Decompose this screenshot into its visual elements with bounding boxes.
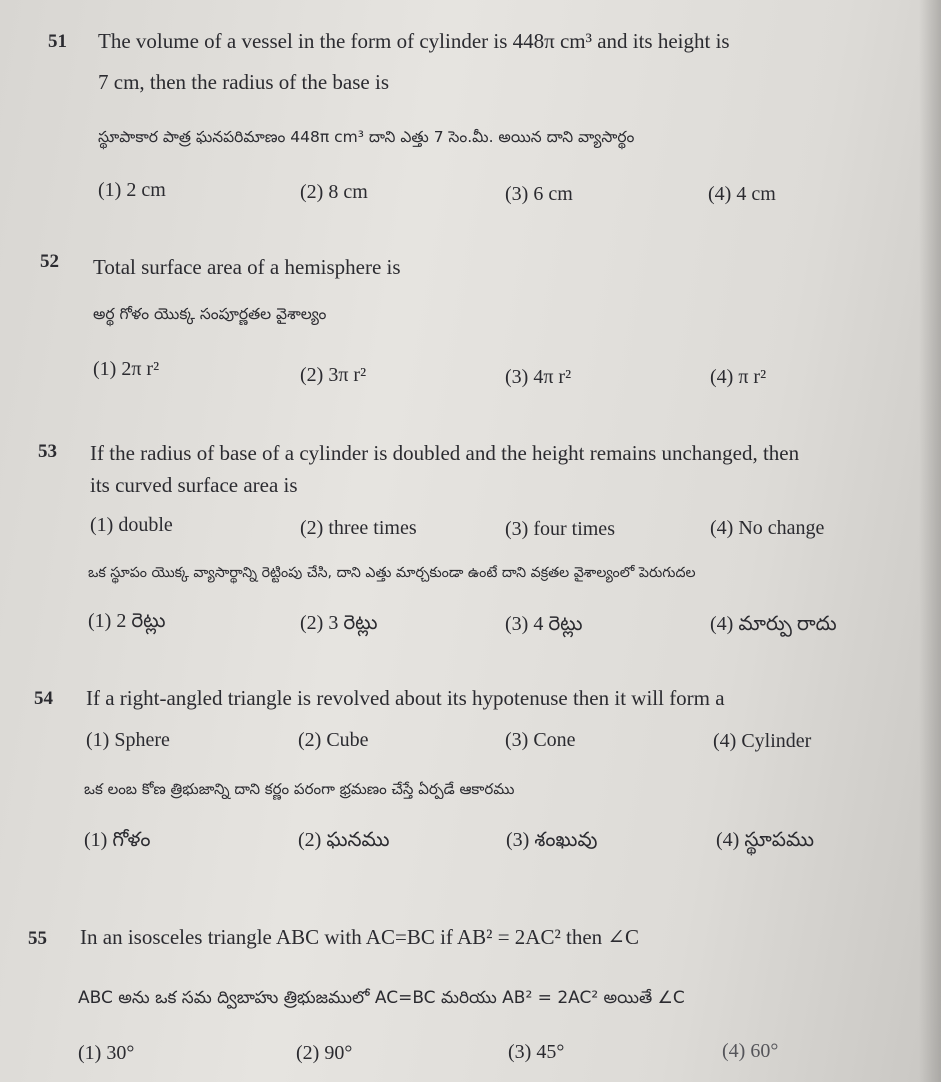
question-text-telugu: ABC అను ఒక సమ ద్విబాహు త్రిభుజములో AC=BC మరియు AB² = 2AC² అయితే ∠C: [78, 988, 685, 1008]
question-number: 55: [28, 928, 47, 949]
option-3: (3) శంఖువు: [506, 829, 598, 851]
option-4: (4) 60°: [722, 1040, 779, 1062]
page-shadow-edge: [919, 0, 941, 1082]
question-text-line: If the radius of base of a cylinder is doubled and the height remains unchanged, then: [90, 441, 800, 465]
question-number: 51: [48, 31, 67, 52]
option-en-4: (4) Cylinder: [713, 730, 812, 752]
question-text-telugu: స్థూపాకార పాత్ర ఘనపరిమాణం 448π cm³ దాని ఎత్తు 7 సెం.మీ. అయిన దాని వ్యాసార్థం: [98, 128, 635, 146]
option-1: (1) గోళం: [84, 829, 151, 851]
option-3: (3) 6 cm: [505, 183, 573, 205]
option-en-1: (1) Sphere: [86, 729, 170, 751]
option-4: (4) మార్పు రాదు: [710, 613, 837, 635]
option-1: (1) 2 cm: [98, 179, 166, 201]
question-text-telugu: ఒక లంబ కోణ త్రిభుజాన్ని దాని కర్ణం పరంగా భ్రమణం చేస్తే ఏర్పడే ఆకారము: [84, 780, 515, 798]
option-4: (4) π r²: [710, 366, 767, 388]
option-1: (1) 30°: [78, 1042, 135, 1064]
question-text-line: Total surface area of a hemisphere is: [93, 255, 401, 279]
question-text-line: If a right-angled triangle is revolved about its hypotenuse then it will form a: [86, 686, 725, 710]
option-2: (2) 3 రెట్లు: [300, 612, 378, 634]
question-number: 53: [38, 441, 57, 462]
question-text-line: In an isosceles triangle ABC with AC=BC if AB² = 2AC² then ∠C: [80, 925, 640, 949]
option-2: (2) 8 cm: [300, 181, 368, 203]
question-text-telugu: అర్థ గోళం యొక్క సంపూర్ణతల వైశాల్యం: [93, 305, 327, 323]
question-number: 52: [40, 251, 59, 272]
option-en-4: (4) No change: [710, 517, 825, 539]
option-1: (1) 2 రెట్లు: [88, 610, 166, 632]
option-en-3: (3) Cone: [505, 729, 576, 751]
option-2: (2) ఘనము: [298, 829, 390, 851]
option-en-2: (2) Cube: [298, 729, 369, 751]
option-3: (3) 4π r²: [505, 366, 572, 388]
option-3: (3) 4 రెట్లు: [505, 613, 583, 635]
question-text-telugu: ఒక స్థూపం యొక్క వ్యాసార్థాన్ని రెట్టింపు చేసి, దాని ఎత్తు మార్చకుండా ఉంటే దాని వక్రతల వైశాల్యంలో పెరుగుదల: [88, 565, 696, 581]
question-text-line: The volume of a vessel in the form of cylinder is 448π cm³ and its height is: [98, 29, 730, 53]
question-text-line: 7 cm, then the radius of the base is: [98, 70, 390, 94]
option-1: (1) 2π r²: [93, 358, 160, 380]
option-2: (2) 3π r²: [300, 364, 367, 386]
option-en-2: (2) three times: [300, 517, 417, 539]
question-number: 54: [34, 688, 53, 709]
option-2: (2) 90°: [296, 1042, 353, 1064]
option-3: (3) 45°: [508, 1041, 565, 1063]
option-4: (4) స్థూపము: [716, 829, 815, 851]
option-4: (4) 4 cm: [708, 183, 776, 205]
option-en-1: (1) double: [90, 514, 173, 536]
option-en-3: (3) four times: [505, 518, 615, 540]
question-text-line: its curved surface area is: [90, 473, 298, 497]
